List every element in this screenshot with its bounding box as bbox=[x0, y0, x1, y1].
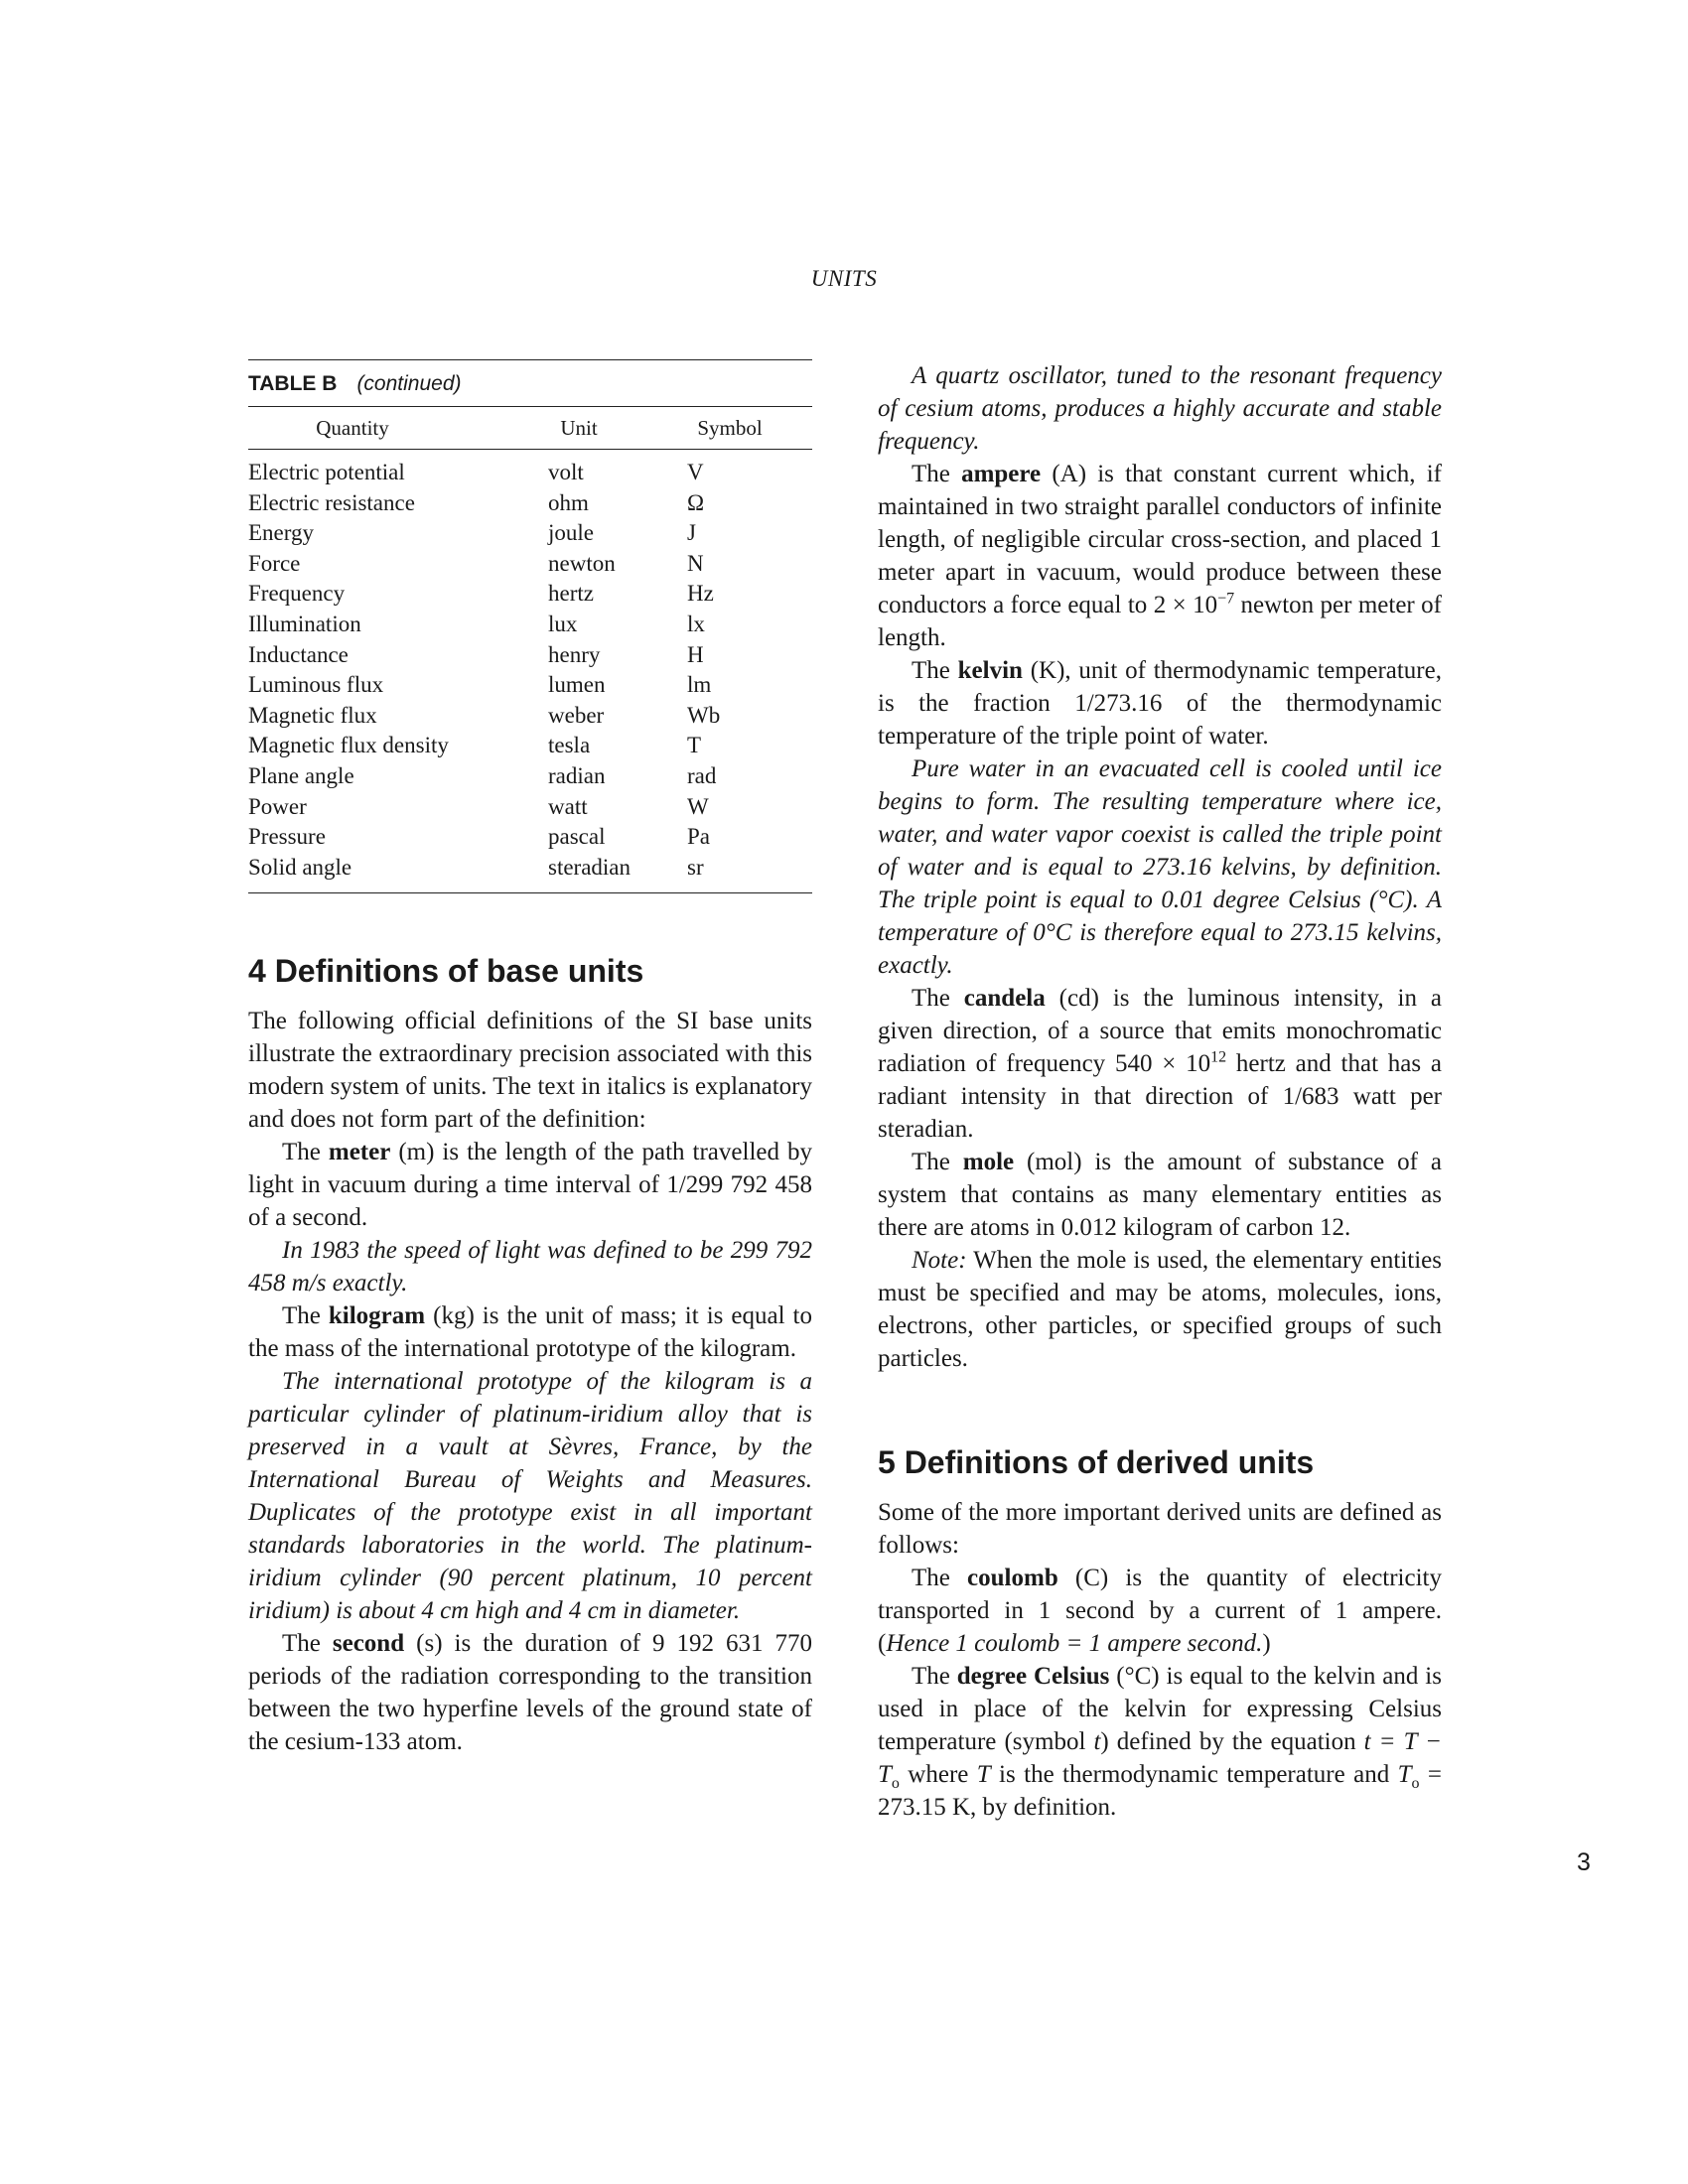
table-cell: Illumination bbox=[248, 611, 361, 636]
column-header-quantity: Quantity bbox=[316, 416, 389, 440]
table-cell: Frequency bbox=[248, 581, 346, 607]
second-definition: The second (s) is the duration of 9 192 631 770 periods of the radiation corresponding to the transition between the two hyperfine levels of the ground state of the cesium-133 atom. bbox=[248, 1630, 812, 1756]
table-row bbox=[248, 731, 812, 761]
table-cell: Hz bbox=[687, 581, 714, 607]
table-cell: H bbox=[687, 641, 704, 667]
kilogram-note: The international prototype of the kilogram is a particular cylinder of platinum-iridium alloy that is preserved in a vault at Sèvres, France, by the International Bureau of Weights and Measures. Duplicates of the prototype exist in all important standards laboratories in the world. The platinum-iridium cylinder (90 percent platinum, 10 percent iridium) is about 4 cm high and 4 cm in diameter. bbox=[248, 1368, 812, 1625]
ampere-term: ampere bbox=[961, 461, 1042, 487]
ampere-definition: The ampere (A) is that constant current which, if maintained in two straight parallel conductors of infinite length, of negligible circular cross-section, and placed 1 meter apart in vacuum, would produce between these conductors a force equal to $2 \times 10^{-7}$ newton per meter of length. bbox=[878, 461, 1442, 651]
section-5-heading: 5 Definitions of derived units bbox=[878, 1444, 1315, 1480]
meter-definition: The meter (m) is the length of the path travelled by light in vacuum during a time interval of 1/299 792 458 of a second. bbox=[248, 1139, 812, 1232]
coulomb-note: Hence 1 coulomb = 1 ampere second. bbox=[886, 1630, 1263, 1657]
coulomb-term: coulomb bbox=[967, 1565, 1058, 1591]
table-body bbox=[248, 450, 812, 892]
table-cell: Magnetic flux density bbox=[248, 733, 449, 758]
table-cell: Energy bbox=[248, 520, 315, 546]
celsius-term: degree Celsius bbox=[956, 1663, 1110, 1690]
kilogram-definition: The kilogram (kg) is the unit of mass; it is equal to the mass of the international prototype of the kilogram. bbox=[248, 1302, 812, 1363]
table-cell: Solid angle bbox=[248, 854, 352, 880]
second-note: A quartz oscillator, tuned to the resonant frequency of cesium atoms, produces a highly accurate and stable frequency. bbox=[878, 362, 1442, 455]
table-bottom-rule bbox=[248, 892, 812, 893]
table-cell: lx bbox=[687, 611, 705, 636]
column-header-unit: Unit bbox=[560, 416, 598, 440]
table-cell: steradian bbox=[548, 854, 632, 880]
table-cell: Power bbox=[248, 793, 307, 819]
section-5-intro: Some of the more important derived units are defined as follows: bbox=[878, 1499, 1442, 1559]
table-caption bbox=[248, 370, 812, 398]
table-cell: Electric potential bbox=[248, 460, 405, 484]
kelvin-definition: The kelvin (K), unit of thermodynamic temperature, is the fraction 1/273.16 of the thermodynamic temperature of the triple point of water. bbox=[878, 657, 1442, 750]
page-number: 3 bbox=[1577, 1848, 1591, 1876]
table-row bbox=[248, 610, 812, 640]
table-cell: Pa bbox=[687, 824, 710, 850]
table-cell: Wb bbox=[687, 702, 721, 728]
table-row bbox=[248, 549, 812, 580]
table-cell: watt bbox=[548, 793, 588, 819]
table-cell: lm bbox=[687, 672, 712, 698]
kelvin-term: kelvin bbox=[957, 657, 1023, 684]
ampere-exponent: −7 bbox=[1217, 590, 1235, 608]
table-row bbox=[248, 579, 812, 610]
table-cell: hertz bbox=[548, 581, 594, 607]
table-cell: radian bbox=[548, 762, 606, 788]
candela-exponent: 12 bbox=[1210, 1048, 1227, 1066]
section-4-intro: The following official definitions of the SI base units illustrate the extraordinary precision associated with this modern system of units. The text in italics is explanatory and does not form part of the definition: bbox=[248, 1008, 812, 1134]
left-column bbox=[248, 359, 812, 1758]
table-cell: N bbox=[687, 550, 704, 576]
table-cell: lumen bbox=[548, 672, 606, 698]
mole-definition: The mole (mol) is the amount of substance of a system that contains as many elementary entities as there are atoms in 0.012 kilogram of carbon 12. bbox=[878, 1149, 1442, 1241]
table-cell: Plane angle bbox=[248, 762, 354, 788]
table-header bbox=[248, 407, 812, 449]
column-header-symbol: Symbol bbox=[697, 416, 763, 440]
table-cell: volt bbox=[548, 460, 584, 484]
table-cell: lux bbox=[548, 611, 578, 636]
table-row bbox=[248, 761, 812, 792]
table-continued: (continued) bbox=[356, 372, 462, 395]
table-cell: T bbox=[687, 733, 702, 758]
table-cell: tesla bbox=[548, 733, 591, 758]
table-cell: sr bbox=[687, 854, 704, 880]
table-row bbox=[248, 792, 812, 823]
table-cell: rad bbox=[687, 762, 717, 788]
table-cell: V bbox=[687, 460, 704, 484]
table-cell: Magnetic flux bbox=[248, 702, 377, 728]
celsius-definition: The degree Celsius (°C) is equal to the kelvin and is used in place of the kelvin for expressing Celsius temperature (symbol t) defined by the equation $t = T - T_o$ where T is the thermodynamic temperature and $T_o = 273.15$ K, by definition. bbox=[878, 1663, 1442, 1821]
table-label: TABLE B bbox=[248, 372, 338, 395]
meter-note: In 1983 the speed of light was defined to be 299 792 458 m/s exactly. bbox=[248, 1237, 812, 1297]
celsius-equation: t = T − T bbox=[878, 1728, 1442, 1788]
table-cell: Ω bbox=[687, 489, 705, 515]
table-cell: newton bbox=[548, 550, 616, 576]
table-row bbox=[248, 640, 812, 671]
table-top-rule bbox=[248, 359, 812, 360]
mole-term: mole bbox=[962, 1149, 1015, 1175]
table-cell: weber bbox=[548, 702, 605, 728]
table-cell: Luminous flux bbox=[248, 672, 384, 698]
table-cell: pascal bbox=[548, 824, 606, 850]
candela-term: candela bbox=[963, 985, 1046, 1012]
candela-definition: The candela (cd) is the luminous intensity, in a given direction, of a source that emits monochromatic radiation of frequency $540 \times 10^{12}$ hertz and that has a radiant intensity in that direction of 1/683 watt per steradian. bbox=[878, 985, 1442, 1143]
table-cell: Inductance bbox=[248, 641, 349, 667]
section-4-heading: 4 Definitions of base units bbox=[248, 953, 644, 990]
second-term: second bbox=[332, 1630, 405, 1658]
kelvin-note: Pure water in an evacuated cell is cooled until ice begins to form. The resulting temperature where ice, water, and water vapor coexist is called the triple point of water and is equal to 273.16 kelvins, by definition. The triple point is equal to 0.01 degree Celsius (°C). A temperature of 0°C is therefore equal to 273.15 kelvins, exactly. bbox=[878, 755, 1442, 979]
kilogram-term: kilogram bbox=[328, 1302, 426, 1330]
meter-term: meter bbox=[328, 1139, 391, 1166]
table-row bbox=[248, 670, 812, 701]
table-cell: J bbox=[687, 520, 696, 546]
table-row bbox=[248, 488, 812, 519]
table-cell: Electric resistance bbox=[248, 489, 415, 515]
table-row bbox=[248, 853, 812, 884]
table-cell: ohm bbox=[548, 489, 589, 515]
table-cell: Pressure bbox=[248, 824, 326, 850]
table-row bbox=[248, 518, 812, 549]
table-row bbox=[248, 458, 812, 488]
table-cell: joule bbox=[548, 520, 594, 546]
right-column bbox=[878, 359, 1442, 1824]
mole-note: Note: When the mole is used, the elementary entities must be specified and may be atoms, molecules, ions, electrons, other particles, or specified groups of such particles. bbox=[878, 1247, 1442, 1372]
coulomb-definition: The coulomb (C) is the quantity of electricity transported in 1 second by a current of 1 ampere. (Hence 1 coulomb = 1 ampere second.) bbox=[878, 1565, 1442, 1657]
mole-note-label: Note: bbox=[912, 1247, 967, 1274]
table-cell: W bbox=[687, 793, 709, 819]
table-cell: Force bbox=[248, 550, 301, 576]
table-cell: henry bbox=[548, 641, 601, 667]
running-header: UNITS bbox=[810, 266, 878, 291]
table-row bbox=[248, 822, 812, 853]
table-row bbox=[248, 701, 812, 732]
